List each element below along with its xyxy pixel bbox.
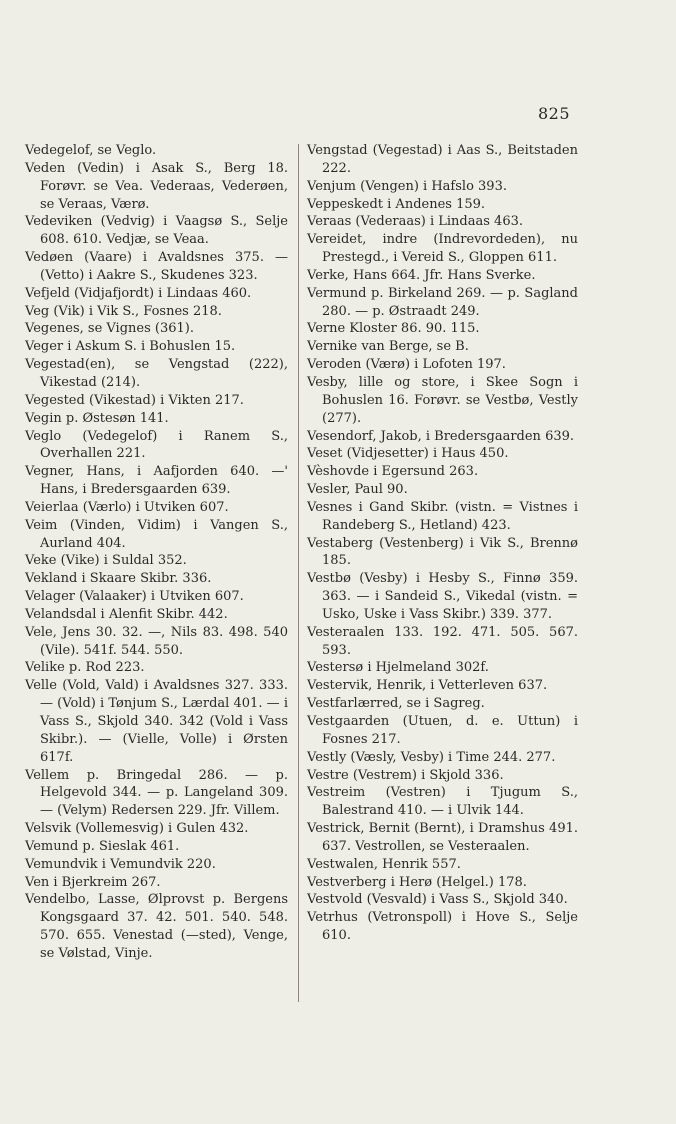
- index-entry: Veke (Vike) i Suldal 352.: [25, 553, 187, 569]
- index-entry: Vestly (Væsly, Vesby) i Time 244. 277.: [307, 749, 556, 765]
- index-entry: Vestwalen, Henrik 557.: [307, 856, 461, 872]
- index-entry: Velle (Vold, Vald) i Avaldsnes 327. 333. — (Vold) i Tønjum S., Lærdal 401. — i Vass S., Skjold 340. 342 (Vold i Vass Skibr.). — (Vielle, Volle) i Ørsten 617f.: [25, 678, 288, 765]
- index-entry: Vegested (Vikestad) i Vikten 217.: [25, 392, 244, 408]
- index-entry: Vestrick, Bernit (Bernt), i Dramshus 491. 637. Vestrollen, se Vesteraalen.: [307, 821, 578, 854]
- left-column: [25, 142, 288, 963]
- index-entry: Vele, Jens 30. 32. —, Nils 83. 498. 540 (Vile). 541f. 544. 550.: [25, 624, 288, 658]
- index-entry: Vestverberg i Herø (Helgel.) 178.: [307, 874, 527, 890]
- index-entry: Verke, Hans 664. Jfr. Hans Sverke.: [307, 267, 536, 283]
- index-entry: Vengstad (Vegestad) i Aas S., Beitstaden 222.: [307, 143, 578, 176]
- index-entry: Vendelbo, Lasse, Ølprovst p. Bergens Kongsgaard 37. 42. 501. 540. 548. 570. 655. Venestad (—sted), Venge, se Vølstad, Vinje.: [25, 892, 288, 961]
- index-entry: Vesendorf, Jakob, i Bredersgaarden 639.: [307, 428, 575, 444]
- index-entry: Veierlaa (Værlo) i Utviken 607.: [25, 499, 229, 515]
- index-entry: Vesby, lille og store, i Skee Sogn i Bohuslen 16. Forøvr. se Vestbø, Vestly (277).: [307, 374, 578, 426]
- index-entry: Velsvik (Vollemesvig) i Gulen 432.: [25, 821, 249, 837]
- index-entry: Veroden (Værø) i Lofoten 197.: [307, 357, 506, 373]
- page-number: 825: [537, 104, 570, 123]
- index-entry: Vèshovde i Egersund 263.: [307, 464, 479, 480]
- index-entry: Vernike van Berge, se B.: [307, 339, 469, 355]
- index-entry: Veden (Vedin) i Asak S., Berg 18. Forøvr. se Vea. Vederaas, Vederøen, se Veraas, Værø.: [25, 160, 288, 212]
- index-entry: Vegenes, se Vignes (361).: [25, 321, 194, 337]
- right-column: [307, 142, 578, 945]
- index-entry: Vermund p. Birkeland 269. — p. Sagland 280. — p. Østraadt 249.: [307, 285, 578, 319]
- index-entry: Veppeskedt i Andenes 159.: [307, 196, 486, 212]
- index-entry: Velandsdal i Alenfit Skibr. 442.: [25, 606, 228, 622]
- index-entry: Vedegelof, se Veglo.: [25, 143, 157, 158]
- index-entry: Vedøen (Vaare) i Avaldsnes 375. — (Vetto) i Aakre S., Skudenes 323.: [25, 250, 288, 283]
- index-entry: Vestvold (Vesvald) i Vass S., Skjold 340.: [307, 892, 568, 908]
- index-entry: Vestre (Vestrem) i Skjold 336.: [307, 767, 504, 783]
- index-entry: Vestaberg (Vestenberg) i Vik S., Brennø 185.: [307, 535, 578, 569]
- index-entry: Vetrhus (Vetronspoll) i Hove S., Selje 610.: [307, 910, 578, 944]
- index-entry: Vereidet, indre (Indrevordeden), nu Prestegd., i Vereid S., Gloppen 611.: [307, 232, 578, 266]
- index-entry: Verne Kloster 86. 90. 115.: [307, 321, 480, 337]
- column-divider: [298, 144, 299, 1002]
- index-entry: Veger i Askum S. i Bohuslen 15.: [25, 339, 236, 355]
- index-entry: Vesteraalen 133. 192. 471. 505. 567. 593.: [307, 624, 578, 658]
- index-entry: Veim (Vinden, Vidim) i Vangen S., Aurland 404.: [25, 517, 288, 551]
- index-entry: Vestgaarden (Utuen, d. e. Uttun) i Fosnes 217.: [307, 714, 578, 747]
- index-entry: Veset (Vidjesetter) i Haus 450.: [307, 446, 509, 462]
- index-entry: Velike p. Rod 223.: [25, 660, 145, 676]
- index-entry: Vedeviken (Vedvig) i Vaagsø S., Selje 608. 610. Vedjæ, se Veaa.: [25, 214, 288, 248]
- index-entry: Ven i Bjerkreim 267.: [25, 874, 161, 890]
- index-entry: Veglo (Vedegelof) i Ranem S., Overhallen 221.: [25, 428, 288, 462]
- index-entry: Veraas (Vederaas) i Lindaas 463.: [307, 214, 523, 230]
- index-entry: Vestfarlærred, se i Sagreg.: [307, 696, 485, 712]
- index-entry: Velager (Valaaker) i Utviken 607.: [25, 589, 244, 605]
- index-entry: Vestbø (Vesby) i Hesby S., Finnø 359. 363. — i Sandeid S., Vikedal (vistn. = Usko, Uske i Vass Skibr.) 339. 377.: [307, 571, 578, 622]
- index-entry: Vestersø i Hjelmeland 302f.: [307, 660, 489, 676]
- index-entry: Vegestad(en), se Vengstad (222), Vikestad (214).: [25, 357, 288, 390]
- index-entry: Veg (Vik) i Vik S., Fosnes 218.: [25, 303, 222, 319]
- index-entry: Vellem p. Bringedal 286. — p. Helgevold 344. — p. Langeland 309. — (Velym) Redersen 229. Jfr. Villem.: [25, 767, 288, 819]
- index-entry: Vekland i Skaare Skibr. 336.: [25, 571, 212, 587]
- index-entry: Vegin p. Østesøn 141.: [25, 410, 169, 426]
- index-entry: Vestervik, Henrik, i Vetterleven 637.: [307, 678, 548, 694]
- index-entry: Venjum (Vengen) i Hafslo 393.: [307, 178, 507, 194]
- index-entry: Vesler, Paul 90.: [307, 482, 408, 498]
- index-entry: Vesnes i Gand Skibr. (vistn. = Vistnes i Randeberg S., Hetland) 423.: [307, 499, 578, 533]
- index-entry: Vestreim (Vestren) i Tjugum S., Balestrand 410. — i Ulvik 144.: [307, 785, 578, 819]
- index-entry: Vefjeld (Vidjafjordt) i Lindaas 460.: [25, 285, 252, 301]
- index-entry: Vemundvik i Vemundvik 220.: [25, 856, 216, 872]
- index-entry: Vegner, Hans, i Aafjorden 640. —' Hans, i Bredersgaarden 639.: [25, 464, 288, 498]
- index-entry: Vemund p. Sieslak 461.: [25, 838, 180, 854]
